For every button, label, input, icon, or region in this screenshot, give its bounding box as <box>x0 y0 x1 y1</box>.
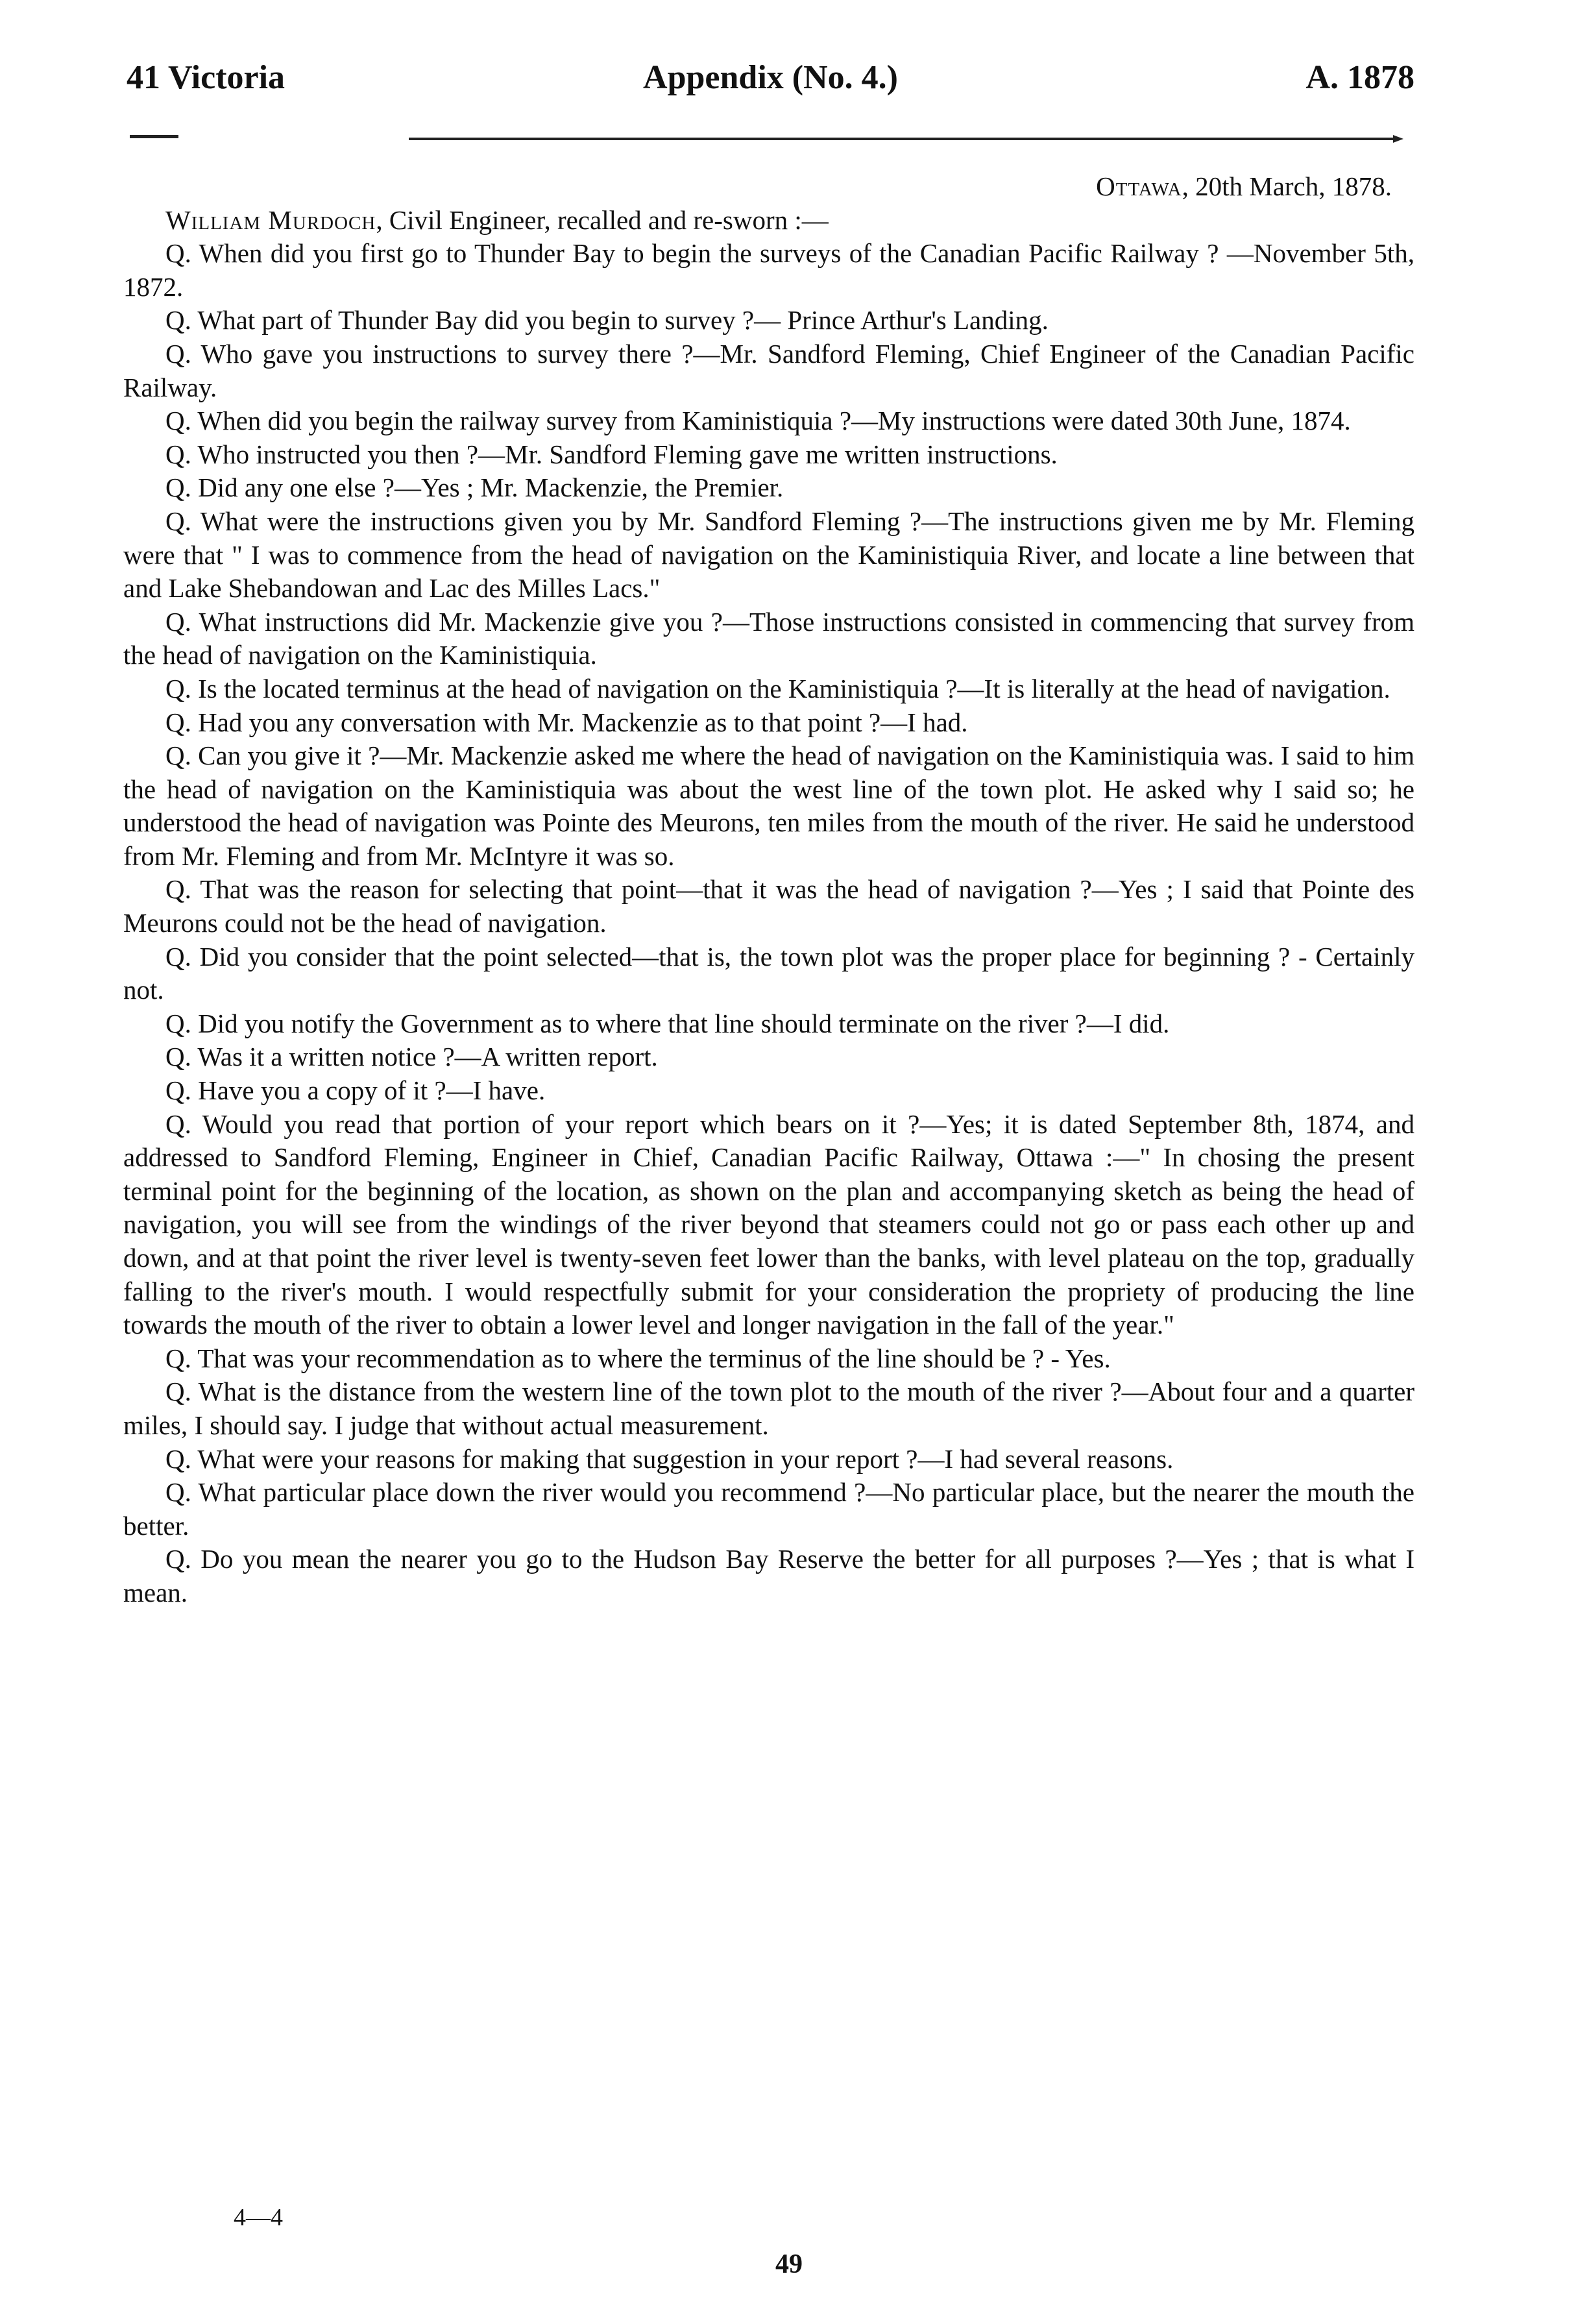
dateline <box>123 170 1392 204</box>
document-body <box>123 170 1414 1610</box>
paragraph: Q. Is the located terminus at the head of navigation on the Kaministiquia ?—It is literally at the head of navigation. <box>165 673 1390 703</box>
paragraph: Q. When did you begin the railway survey from Kaministiquia ?—My instructions were dated 30th June, 1874. <box>165 406 1351 436</box>
dateline-date: , 20th March, 1878. <box>1182 171 1392 201</box>
intro-paragraph <box>123 204 1414 238</box>
paragraph: Q. Would you read that portion of your report which bears on it ?—Yes; it is dated September 8th, 1874, and addressed to Sandford Fleming, Engineer in Chief, Canadian Pacific Railway, Ottawa :—" In chosing the present terminal point for the beginning of the location, as shown on the plan and accompanying sketch as being the head of navigation, you will see from the windings of the river beyond that steamers could not go or pass each other up and down, and at that point the river level is twenty-seven feet lower than the banks, with level plateau on the top, gradually falling to the river's mouth. I would respectfully submit for your consideration the propriety of producing the line towards the mouth of the river to obtain a lower level and longer navigation in the fall of the year." <box>123 1108 1414 1340</box>
header-rule-long <box>409 138 1398 140</box>
paragraph: Q. That was your recommendation as to where the terminus of the line should be ? - Yes. <box>165 1343 1111 1373</box>
header-rule-short <box>130 135 178 138</box>
paragraph: Q. When did you first go to Thunder Bay to begin the surveys of the Canadian Pacific Railway ? —November 5th, 1872. <box>123 238 1414 302</box>
paragraph: Q. What were the instructions given you by Mr. Sandford Fleming ?—The instructions given me by Mr. Fleming were that " I was to commence from the head of navigation on the Kaministiquia River, and locate a line between that and Lake Shebandowan and Lac des Milles Lacs." <box>123 506 1414 604</box>
paragraph: Q. Who instructed you then ?—Mr. Sandford Fleming gave me written instructions. <box>165 439 1058 469</box>
paragraph: Q. Do you mean the nearer you go to the Hudson Bay Reserve the better for all purposes ?—Yes ; that is what I mean. <box>123 1544 1414 1608</box>
header-left: 41 Victoria <box>127 59 285 96</box>
paragraph: Q. Can you give it ?—Mr. Mackenzie asked me where the head of navigation on the Kaministiquia was. I said to him the head of navigation on the Kaministiquia was about the west line of the town plot. He asked why I said so; he understood the head of navigation was Pointe des Meurons, ten miles from the mouth of the river. He said he understood from Mr. Fleming and from Mr. McIntyre it was so. <box>123 740 1414 871</box>
paragraph: Q. Who gave you instructions to survey there ?—Mr. Sandford Fleming, Chief Engineer of the Canadian Pacific Railway. <box>123 338 1414 402</box>
paragraph: Q. Did any one else ?—Yes ; Mr. Mackenzie, the Premier. <box>165 472 784 503</box>
paragraph: Q. That was the reason for selecting that point—that it was the head of navigation ?—Yes ; I said that Pointe des Meurons could not be the head of navigation. <box>123 874 1414 938</box>
paragraph: Q. Did you consider that the point selected—that is, the town plot was the proper place for beginning ? - Certainly not. <box>123 941 1414 1005</box>
paragraph: Q. What were your reasons for making that suggestion in your report ?—I had several reasons. <box>165 1443 1174 1474</box>
paragraph: Q. What instructions did Mr. Mackenzie give you ?—Those instructions consisted in commencing that survey from the head of navigation on the Kaministiquia. <box>123 606 1414 670</box>
dateline-place: Ottawa <box>1096 171 1182 201</box>
header-center: Appendix (No. 4.) <box>643 59 898 96</box>
intro-text: , Civil Engineer, recalled and re-sworn :— <box>376 204 829 235</box>
paragraph: Q. Had you any conversation with Mr. Mackenzie as to that point ?—I had. <box>165 707 968 737</box>
paragraph: Q. Have you a copy of it ?—I have. <box>165 1075 546 1106</box>
signature-mark: 4—4 <box>234 2204 283 2231</box>
paragraph: Q. What particular place down the river would you recommend ?—No particular place, but the nearer the mouth the better. <box>123 1477 1414 1541</box>
running-header <box>127 58 1414 110</box>
paragraph: Q. Did you notify the Government as to where that line should terminate on the river ?—I did. <box>165 1008 1170 1038</box>
paragraph: Q. What is the distance from the western line of the town plot to the mouth of the river ?—About four and a quarter miles, I should say. I judge that without actual measurement. <box>123 1376 1414 1440</box>
paragraph: Q. What part of Thunder Bay did you begin to survey ?— Prince Arthur's Landing. <box>165 305 1049 336</box>
witness-name: William Murdoch <box>165 204 376 235</box>
paragraph: Q. Was it a written notice ?—A written report. <box>165 1042 658 1072</box>
page-number: 49 <box>775 2249 803 2279</box>
header-right: A. 1878 <box>1305 59 1414 96</box>
